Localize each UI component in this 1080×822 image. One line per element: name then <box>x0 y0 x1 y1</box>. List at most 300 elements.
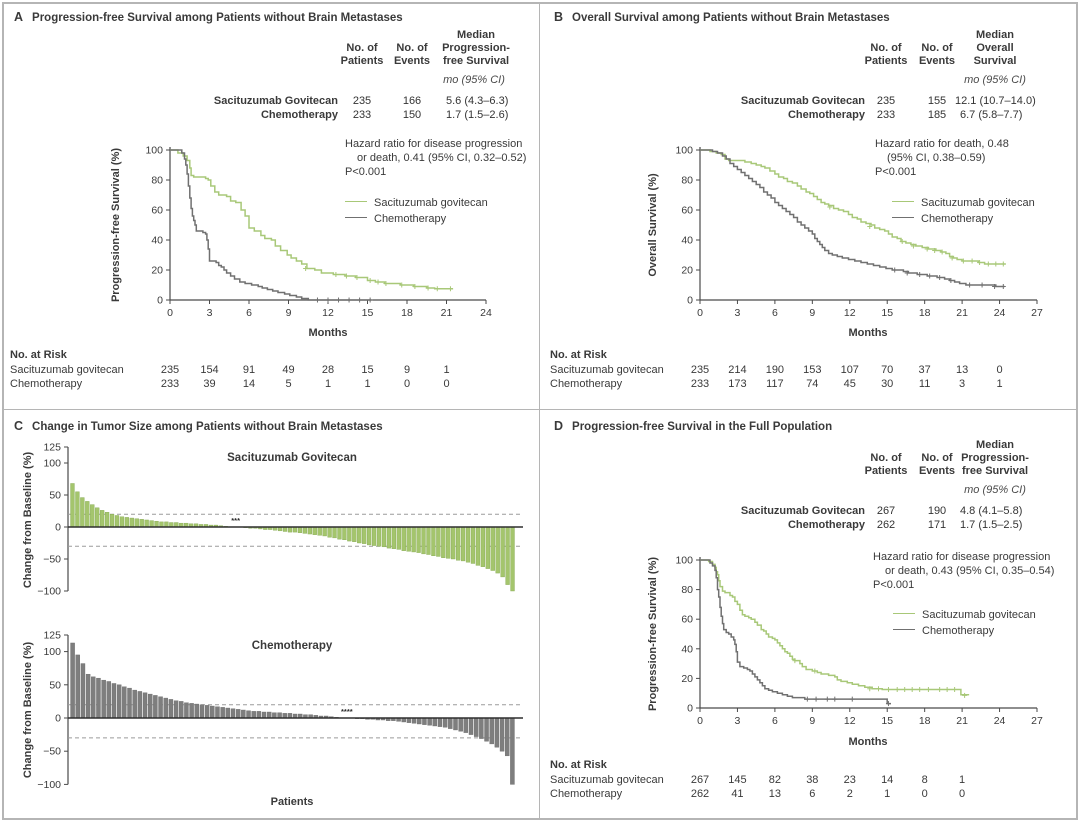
table-cell: 262 <box>876 519 896 531</box>
waterfall-bar <box>298 527 302 533</box>
waterfall-bar <box>252 711 256 718</box>
x-tick-label: 0 <box>167 307 173 319</box>
at-risk-value: 39 <box>203 378 216 390</box>
x-tick-label: 21 <box>956 307 968 319</box>
at-risk-value: 1 <box>959 774 966 786</box>
at-risk-value: 233 <box>160 378 180 390</box>
y-axis-label-top: Change from Baseline (%) <box>22 451 34 589</box>
waterfall-bar <box>257 711 261 718</box>
waterfall-bar <box>481 527 485 567</box>
x-tick-label: 15 <box>361 307 374 319</box>
waterfall-chart-c <box>0 410 540 822</box>
waterfall-bar <box>417 718 421 724</box>
waterfall-bar <box>382 527 386 547</box>
at-risk-value: 262 <box>690 788 710 800</box>
y-tick-label: −100 <box>37 778 61 791</box>
waterfall-bar <box>105 512 109 527</box>
x-tick-label: 9 <box>285 307 292 319</box>
at-risk-row-name: Chemotherapy <box>550 788 623 800</box>
y-tick-label: 0 <box>687 294 693 307</box>
km-curve-chemotherapy <box>700 560 891 704</box>
y-tick-label: 0 <box>55 521 61 534</box>
y-tick-label: 0 <box>55 712 61 725</box>
waterfall-bar <box>387 527 391 548</box>
waterfall-bar <box>438 718 442 727</box>
legend-label: Sacituzumab govitecan <box>374 196 488 209</box>
at-risk-value: 1 <box>443 364 450 376</box>
waterfall-bar <box>506 527 510 585</box>
waterfall-bar <box>377 527 381 546</box>
col-events-header: No. of <box>921 42 953 54</box>
waterfall-bar <box>323 527 327 536</box>
at-risk-value: 6 <box>809 788 816 800</box>
at-risk-value: 1 <box>364 378 371 390</box>
col-median-header3: free Survival <box>442 55 510 67</box>
at-risk-value: 153 <box>803 364 822 376</box>
waterfall-bar <box>496 527 500 573</box>
y-tick-label: 40 <box>151 234 163 247</box>
x-axis-label-patients: Patients <box>270 796 314 808</box>
col-patients-header2: Patients <box>864 55 908 67</box>
waterfall-bar <box>107 681 111 718</box>
waterfall-bar <box>362 527 366 544</box>
waterfall-bar <box>510 718 514 784</box>
y-tick-label: 50 <box>49 489 61 502</box>
waterfall-bar <box>495 718 499 747</box>
table-row-name: Chemotherapy <box>787 519 865 531</box>
legend-swatch-gray <box>892 217 914 221</box>
waterfall-bar <box>135 519 139 527</box>
hazard-ratio-line2: (95% CI, 0.38–0.59) <box>887 152 986 164</box>
waterfall-bar <box>76 655 80 718</box>
at-risk-row-name: Chemotherapy <box>550 378 623 390</box>
y-tick-label: 40 <box>681 234 693 247</box>
x-tick-label: 3 <box>734 307 741 319</box>
waterfall-bar <box>453 718 457 730</box>
waterfall-bar <box>347 527 351 541</box>
hazard-ratio-line1: Hazard ratio for disease progression <box>345 138 523 150</box>
panel-a-title <box>14 10 403 24</box>
table-cell: 1.7 (1.5–2.6) <box>446 109 509 121</box>
legend-item-chemotherapy <box>893 622 994 640</box>
at-risk-value: 30 <box>881 378 894 390</box>
table-cell: 185 <box>927 109 947 121</box>
waterfall-bar <box>490 718 494 744</box>
x-axis-label: Months <box>848 736 888 748</box>
table-cell: 171 <box>927 519 947 531</box>
table-row-name: Chemotherapy <box>260 109 338 121</box>
at-risk-row-name: Chemotherapy <box>10 378 83 390</box>
at-risk-value: 38 <box>806 774 819 786</box>
waterfall-bar <box>80 498 84 527</box>
waterfall-bar <box>433 718 437 726</box>
y-tick-label: −50 <box>43 745 61 758</box>
waterfall-bar <box>200 705 204 718</box>
waterfall-bar <box>505 718 509 756</box>
at-risk-row-name: Sacituzumab govitecan <box>550 774 664 786</box>
at-risk-value: 235 <box>690 364 710 376</box>
waterfall-bar <box>466 527 470 562</box>
waterfall-bar <box>164 698 168 718</box>
waterfall-bar <box>117 685 121 718</box>
at-risk-value: 235 <box>160 364 180 376</box>
table-cell: 190 <box>927 505 947 517</box>
col-patients-header2: Patients <box>340 55 384 67</box>
at-risk-title: No. at Risk <box>550 759 607 771</box>
waterfall-bar <box>100 510 104 527</box>
at-risk-value: 0 <box>959 788 966 800</box>
waterfall-bar <box>205 705 209 718</box>
col-median-header: Median <box>457 29 495 41</box>
y-tick-label: 60 <box>681 204 693 217</box>
x-tick-label: 12 <box>843 715 856 727</box>
at-risk-value: 5 <box>285 378 292 390</box>
at-risk-value: 15 <box>361 364 374 376</box>
at-risk-value: 23 <box>843 774 856 786</box>
p-value: P<0.001 <box>875 166 917 178</box>
hazard-ratio-line2: or death, 0.41 (95% CI, 0.32–0.52) <box>357 152 527 164</box>
waterfall-bar <box>436 527 440 556</box>
panel-d-pfs-full-population <box>540 410 1080 822</box>
y-tick-label: 80 <box>681 584 693 597</box>
waterfall-bar <box>459 718 463 731</box>
waterfall-bar <box>122 687 126 718</box>
col-median-header2: Progression- <box>961 452 1029 464</box>
panel-b-os-no-brain-mets <box>540 0 1080 410</box>
panel-d-title-text: Progression-free Survival in the Full Population <box>572 421 833 433</box>
table-cell: 235 <box>352 95 372 107</box>
waterfall-bar <box>133 690 137 718</box>
waterfall-bar <box>476 527 480 565</box>
table-cell: 1.7 (1.5–2.5) <box>960 519 1023 531</box>
waterfall-bar <box>446 527 450 558</box>
panel-b-tag: B <box>554 10 564 24</box>
at-risk-value: 1 <box>884 788 891 800</box>
table-row-name: Sacituzumab Govitecan <box>740 505 865 517</box>
col-events-header: No. of <box>921 452 953 464</box>
panel-a-tag: A <box>14 10 24 24</box>
waterfall-bar <box>367 527 371 545</box>
panel-a-pfs-no-brain-mets <box>0 0 540 410</box>
hazard-ratio-line2: or death, 0.43 (95% CI, 0.35–0.54) <box>885 565 1055 577</box>
waterfall-bar <box>402 527 406 551</box>
waterfall-bar <box>491 527 495 571</box>
y-tick-label: 100 <box>43 457 61 470</box>
waterfall-bar <box>456 527 460 560</box>
y-tick-label: 125 <box>43 441 61 454</box>
waterfall-bar <box>422 718 426 725</box>
at-risk-value: 117 <box>766 378 784 390</box>
at-risk-row-name: Sacituzumab govitecan <box>10 364 124 376</box>
waterfall-bar <box>184 703 188 718</box>
x-tick-label: 9 <box>809 307 816 319</box>
legend-swatch-green <box>892 201 914 205</box>
y-tick-label: 100 <box>145 144 163 157</box>
waterfall-bar <box>428 718 432 725</box>
x-tick-label: 6 <box>771 715 778 727</box>
panel-a-title-text: Progression-free Survival among Patients without Brain Metastases <box>32 12 403 24</box>
waterfall-bar <box>96 678 100 718</box>
at-risk-value: 37 <box>918 364 931 376</box>
waterfall-bar <box>179 701 183 718</box>
at-risk-value: 13 <box>768 788 781 800</box>
y-axis-label: Progression-free Survival (%) <box>647 556 659 712</box>
waterfall-bar <box>143 693 147 718</box>
waterfall-bar <box>75 492 79 527</box>
waterfall-bar <box>328 527 332 537</box>
waterfall-bar <box>422 527 426 554</box>
x-tick-label: 3 <box>734 715 741 727</box>
legend-label: Chemotherapy <box>921 212 994 225</box>
waterfall-bar <box>471 527 475 563</box>
legend-swatch-gray <box>345 217 367 221</box>
col-events-header2: Events <box>393 55 431 67</box>
y-axis-label: Progression-free Survival (%) <box>110 147 122 303</box>
y-tick-label: 40 <box>681 643 693 656</box>
hazard-ratio-line1: Hazard ratio for death, 0.48 <box>875 138 1009 150</box>
waterfall-bar <box>195 704 199 718</box>
waterfall-bar <box>443 718 447 727</box>
waterfall-bar <box>236 709 240 718</box>
waterfall-bar <box>464 718 468 733</box>
at-risk-value: 28 <box>321 364 335 376</box>
at-risk-value: 107 <box>840 364 859 376</box>
table-row-name: Chemotherapy <box>787 109 865 121</box>
table-cell: 12.1 (10.7–14.0) <box>955 95 1036 107</box>
y-axis-label: Overall Survival (%) <box>647 173 659 277</box>
y-axis-label-bottom: Change from Baseline (%) <box>22 641 34 779</box>
at-risk-value: 70 <box>881 364 894 376</box>
at-risk-title: No. at Risk <box>550 349 607 361</box>
table-row-name: Sacituzumab Govitecan <box>740 95 865 107</box>
at-risk-value: 267 <box>690 774 710 786</box>
waterfall-bar <box>417 527 421 553</box>
waterfall-bar <box>90 505 94 527</box>
x-tick-label: 15 <box>881 715 894 727</box>
at-risk-value: 41 <box>731 788 744 800</box>
p-value: P<0.001 <box>345 166 387 178</box>
hazard-ratio-line1: Hazard ratio for disease progression <box>873 551 1051 563</box>
col-patients-header: No. of <box>346 42 378 54</box>
panel-divider-vertical <box>539 4 540 818</box>
waterfall-bar <box>148 694 152 718</box>
panel-c-tumor-size-change <box>0 410 540 822</box>
legend-item-chemotherapy <box>345 210 446 228</box>
x-tick-label: 9 <box>809 715 816 727</box>
at-risk-value: 74 <box>806 378 819 390</box>
waterfall-bar <box>71 483 75 527</box>
x-axis-label: Months <box>848 327 888 339</box>
waterfall-bar <box>159 697 163 718</box>
panel-c-title <box>14 419 383 433</box>
waterfall-bar <box>210 706 214 718</box>
waterfall-bar <box>342 527 346 540</box>
waterfall-bar <box>486 527 490 569</box>
panel-d-tag: D <box>554 419 564 433</box>
y-tick-label: 80 <box>151 174 163 187</box>
waterfall-bar <box>169 699 173 718</box>
p-value: P<0.001 <box>873 579 915 591</box>
legend-swatch-gray <box>893 629 915 633</box>
at-risk-value: 173 <box>728 378 747 390</box>
at-risk-value: 214 <box>728 364 747 376</box>
at-risk-value: 13 <box>955 364 969 376</box>
at-risk-value: 11 <box>918 378 931 390</box>
x-tick-label: 0 <box>697 307 703 319</box>
median-unit-label: mo (95% CI) <box>964 484 1026 496</box>
waterfall-bar <box>303 527 307 533</box>
at-risk-value: 190 <box>765 364 785 376</box>
waterfall-bar <box>110 514 114 527</box>
table-row-name: Sacituzumab Govitecan <box>213 95 338 107</box>
at-risk-value: 1 <box>996 378 1003 390</box>
panel-d-title <box>554 419 832 433</box>
waterfall-bar <box>392 527 396 549</box>
waterfall-bar <box>155 521 159 527</box>
median-unit-label: mo (95% CI) <box>443 74 505 86</box>
col-events-header2: Events <box>918 55 956 67</box>
y-tick-label: −50 <box>43 553 61 566</box>
x-tick-label: 18 <box>918 715 931 727</box>
waterfall-bar <box>500 718 504 751</box>
waterfall-bar <box>357 527 361 543</box>
x-tick-label: 21 <box>956 715 968 727</box>
median-unit-label: mo (95% CI) <box>964 74 1026 86</box>
x-tick-label: 3 <box>206 307 213 319</box>
table-cell: 150 <box>402 109 422 121</box>
waterfall-bar <box>412 527 416 552</box>
waterfall-bar <box>262 712 266 718</box>
at-risk-value: 2 <box>846 788 853 800</box>
waterfall-bar <box>71 643 75 718</box>
at-risk-value: 49 <box>282 364 295 376</box>
waterfall-bar <box>130 518 134 527</box>
y-tick-label: −100 <box>37 585 61 598</box>
waterfall-bar <box>451 527 455 559</box>
waterfall-bar <box>247 711 251 718</box>
waterfall-bar <box>318 527 322 535</box>
y-tick-label: 100 <box>675 144 693 157</box>
col-events-header2: Events <box>918 465 956 477</box>
table-cell: 233 <box>876 109 896 121</box>
waterfall-bar <box>150 521 154 527</box>
x-tick-label: 24 <box>993 715 1006 727</box>
panel-divider-horizontal <box>4 409 1076 410</box>
waterfall-bar <box>511 527 515 591</box>
waterfall-bar <box>81 664 85 718</box>
waterfall-bar <box>127 688 131 718</box>
x-tick-label: 6 <box>246 307 252 319</box>
waterfall-bar <box>427 527 431 555</box>
y-tick-label: 60 <box>681 613 693 626</box>
legend-item-chemotherapy <box>892 210 993 228</box>
at-risk-value: 45 <box>843 378 856 390</box>
table-cell: 267 <box>876 505 896 517</box>
at-risk-value: 154 <box>200 364 219 376</box>
at-risk-value: 14 <box>242 378 256 390</box>
x-tick-label: 24 <box>480 307 492 319</box>
waterfall-bar <box>431 527 435 556</box>
y-tick-label: 20 <box>681 264 693 277</box>
at-risk-value: 233 <box>690 378 710 390</box>
y-tick-label: 20 <box>681 672 693 685</box>
table-cell: 235 <box>876 95 896 107</box>
col-median-header3: Survival <box>973 55 1017 67</box>
y-tick-label: 80 <box>681 174 693 187</box>
y-tick-label: 20 <box>151 264 163 277</box>
waterfall-bar <box>448 718 452 729</box>
waterfall-bar <box>120 517 124 527</box>
waterfall-bar <box>174 701 178 718</box>
waterfall-bar <box>115 515 119 527</box>
waterfall-bar <box>338 527 342 539</box>
waterfall-bar <box>441 527 445 558</box>
waterfall-bar <box>95 508 99 527</box>
waterfall-bar <box>153 695 157 718</box>
waterfall-bar <box>479 718 483 739</box>
table-cell: 233 <box>352 109 372 121</box>
at-risk-value: 82 <box>768 774 781 786</box>
legend-label: Sacituzumab govitecan <box>921 196 1035 209</box>
x-tick-label: 0 <box>697 715 703 727</box>
waterfall-bar <box>91 677 95 718</box>
panel-b-title-text: Overall Survival among Patients without Brain Metastases <box>572 12 890 24</box>
waterfall-bar <box>231 709 235 718</box>
col-patients-header: No. of <box>870 452 902 464</box>
waterfall-bar <box>333 527 337 538</box>
col-median-header2: Overall <box>976 42 1014 54</box>
x-tick-label: 12 <box>843 307 856 319</box>
col-events-header: No. of <box>396 42 428 54</box>
waterfall-bar <box>461 527 465 561</box>
y-tick-label: 100 <box>43 646 61 659</box>
waterfall-bar <box>352 527 356 542</box>
at-risk-value: 14 <box>881 774 894 786</box>
at-risk-value: 0 <box>996 364 1003 376</box>
x-tick-label: 27 <box>1031 715 1043 727</box>
waterfall-bar <box>102 680 106 718</box>
at-risk-value: 0 <box>443 378 450 390</box>
waterfall-bar <box>308 527 312 534</box>
waterfall-bar <box>372 527 376 546</box>
zero-change-asterisks: **** <box>340 707 353 716</box>
x-tick-label: 24 <box>993 307 1006 319</box>
legend-label: Chemotherapy <box>922 624 995 637</box>
x-axis-label: Months <box>308 327 348 339</box>
waterfall-bar <box>397 527 401 549</box>
legend-swatch-green <box>345 201 367 205</box>
x-tick-label: 15 <box>881 307 894 319</box>
waterfall-bottom-title: Chemotherapy <box>251 640 333 652</box>
x-tick-label: 21 <box>440 307 453 319</box>
at-risk-value: 1 <box>324 378 332 390</box>
waterfall-bar <box>85 501 89 527</box>
zero-change-asterisks: *** <box>231 516 241 525</box>
y-tick-label: 100 <box>675 554 693 567</box>
panel-c-tag: C <box>14 419 24 433</box>
x-tick-label: 18 <box>918 307 931 319</box>
waterfall-bar <box>190 703 194 718</box>
waterfall-bar <box>112 683 116 718</box>
waterfall-bar <box>221 707 225 718</box>
panel-b-title <box>554 10 890 24</box>
at-risk-value: 0 <box>403 378 411 390</box>
table-cell: 4.8 (4.1–5.8) <box>960 505 1023 517</box>
waterfall-bar <box>86 674 90 718</box>
at-risk-title: No. at Risk <box>10 349 67 361</box>
col-median-header2: Progression- <box>442 42 510 54</box>
waterfall-bar <box>485 718 489 741</box>
